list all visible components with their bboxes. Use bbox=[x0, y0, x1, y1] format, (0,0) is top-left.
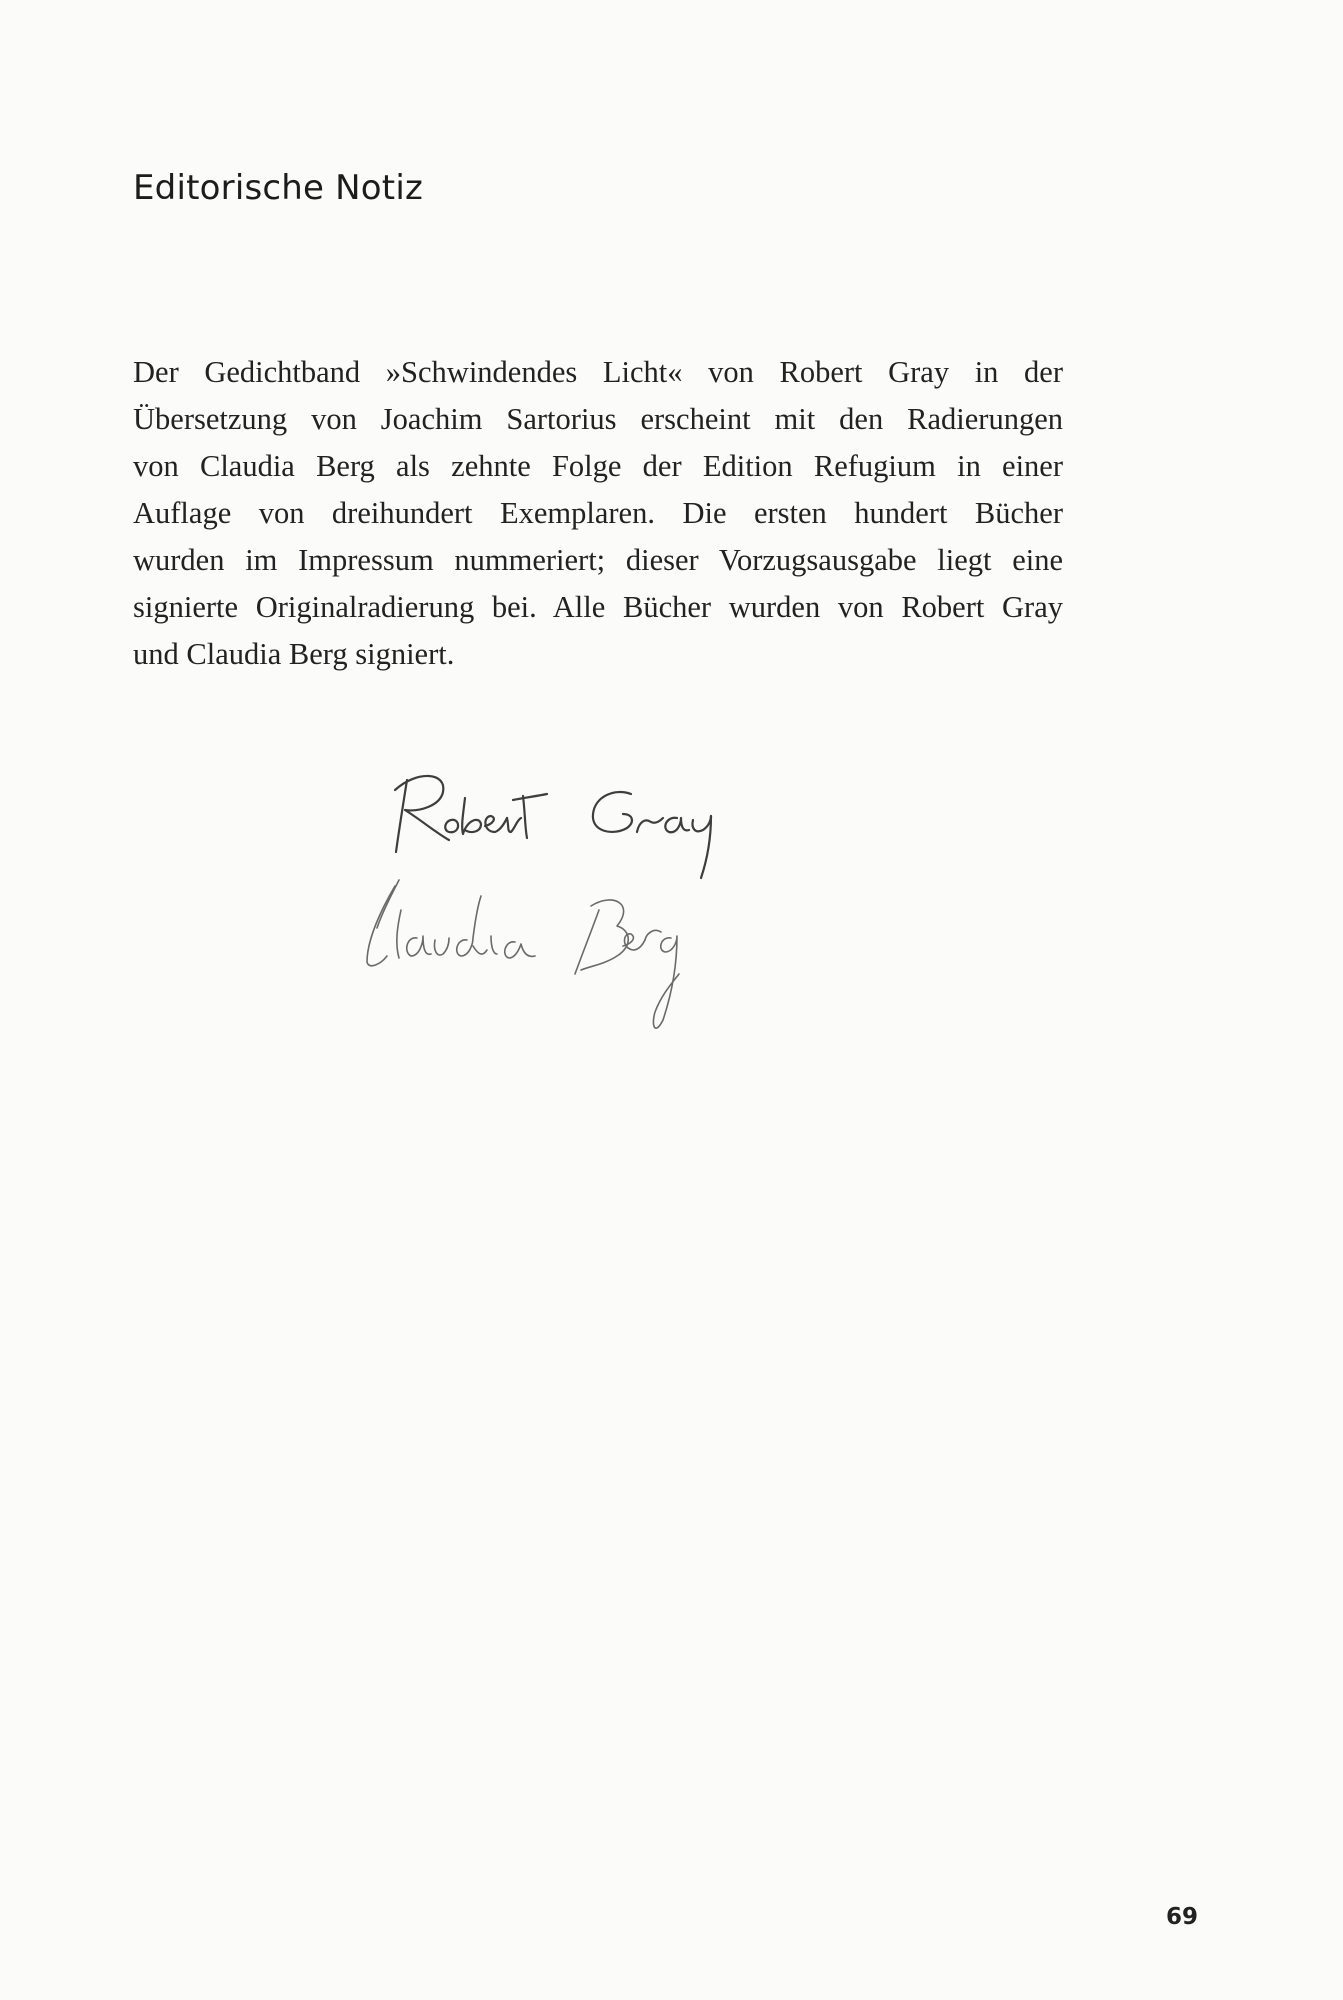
signature-claudia-berg bbox=[367, 880, 679, 1028]
signatures bbox=[355, 760, 805, 1050]
paragraph-line: wurden im Impressum nummeriert; dieser Vorzugsausgabe liegt eine bbox=[133, 543, 1063, 577]
paragraph-line: und Claudia Berg signiert. bbox=[133, 637, 455, 671]
paragraph-line: Der Gedichtband »Schwindendes Licht« von Robert Gray in der bbox=[133, 355, 1063, 389]
signature-robert-gray bbox=[395, 776, 711, 878]
paragraph-line: Auflage von dreihundert Exemplaren. Die ersten hundert Bücher bbox=[133, 496, 1063, 530]
editorial-note-paragraph bbox=[133, 349, 1063, 678]
section-heading: Editorische Notiz bbox=[133, 168, 424, 208]
page-number: 69 bbox=[1166, 1904, 1199, 1930]
paragraph-line: Übersetzung von Joachim Sartorius erscheint mit den Radierungen bbox=[133, 402, 1063, 436]
paragraph-line: signierte Originalradierung bei. Alle Bücher wurden von Robert Gray bbox=[133, 590, 1063, 624]
paragraph-line: von Claudia Berg als zehnte Folge der Edition Refugium in einer bbox=[133, 449, 1063, 483]
